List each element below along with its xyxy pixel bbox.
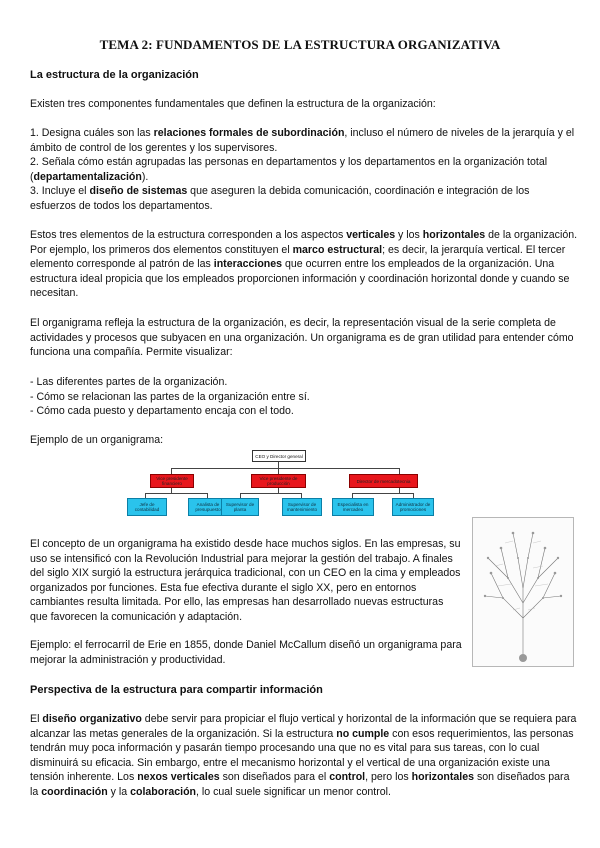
section-heading-information: Perspectiva de la estructura para compartir información <box>30 684 323 696</box>
bullet-item: - Cómo cada puesto y departamento encaja con el todo. <box>30 405 294 418</box>
org-node-plant-supervisor: Supervisor de planta <box>221 498 259 516</box>
org-line <box>240 493 302 494</box>
example-label: Ejemplo de un organigrama: <box>30 434 164 446</box>
section-heading-structure: La estructura de la organización <box>30 69 199 81</box>
bullet-item: - Las diferentes partes de la organización. <box>30 376 228 388</box>
org-node-marketing-specialist: Especialista en mercadeo <box>332 498 374 516</box>
visualize-list <box>30 375 578 419</box>
components-list <box>30 126 578 214</box>
org-node-production-vp: Vice presidente de producción <box>251 474 306 488</box>
org-line <box>352 493 414 494</box>
org-chart <box>122 448 435 522</box>
page-title: TEMA 2: FUNDAMENTOS DE LA ESTRUCTURA ORGANIZATIVA <box>99 37 501 52</box>
org-node-maintenance-supervisor: Supervisor de mantenimiento <box>282 498 322 516</box>
org-node-finance-vp: Vice presidente financiero <box>150 474 194 488</box>
erie-example-paragraph: Ejemplo: el ferrocarril de Erie en 1855, donde Daniel McCallum diseñó un organigrama para mejorar la administración y productividad. <box>30 639 462 666</box>
historic-organigram-image <box>472 517 574 667</box>
org-line <box>171 468 400 469</box>
history-paragraph: El concepto de un organigrama ha existido desde hace muchos siglos. En las empresas, su uso se intensificó con la Revolución Industrial para mejorar la gestión del trabajo. A finales del siglo XIX surgió la estructura jerárquica tradicional, con un CEO en la cima y empleados organizados por funciones. Esta fue efectiva durante el siglo XX, pero en entornos cambiantes resulta limitada. Por ello, las empresas han desarrollado nuevas estructuras que favorecen la comunicación y adaptación. <box>30 538 461 623</box>
elements-paragraph: Estos tres elementos de la estructura corresponden a los aspectos verticales y los horizontales de la organización. Por ejemplo, los primeros dos elementos constituyen el marco estructural; es decir, la jerarquía vertical. El tercer elemento corresponde al patrón de las interacciones que ocurren entre los empleados de la organización. Una estructura ideal propicia que los empleados proporcionen información y coordinación horizontal donde y cuando se necesitan. <box>30 229 578 300</box>
organigram-paragraph: El organigrama refleja la estructura de la organización, es decir, la representación visual de la serie completa de actividades y procesos que subyacen en una organización. Un organigrama es de gran utilidad para entender cómo funciona una compañía. Permite visualizar: <box>30 317 574 359</box>
org-node-accounting-head: Jefe de contabilidad <box>127 498 167 516</box>
org-node-budget-analyst: Analista de presupuesto <box>188 498 228 516</box>
intro-paragraph: Existen tres componentes fundamentales que definen la estructura de la organización: <box>30 98 436 110</box>
org-line <box>145 493 208 494</box>
information-paragraph: El diseño organizativo debe servir para propiciar el flujo vertical y horizontal de la información que se requiera para alcanzar las metas generales de la organización. Si la estructura no cumple con esos requerimientos, las personas tendrán muy poca información y pasarán tiempo procesando una que no es vital para sus tareas, con lo cual disminuirá su eficacia. Sin embargo, entre el mecanismo horizontal y el vertical de una organización existe una tensión inherente. Los nexos verticales son diseñados para el control, pero los horizontales son diseñados para la coordinación y la colaboración, lo cual suele significar un menor control. <box>30 713 577 798</box>
component-item-1: 1. Designa cuáles son las relaciones formales de subordinación, incluso el número de niveles de la jerarquía y el ámbito de control de los gerentes y los supervisores. <box>30 127 575 154</box>
tree-drawing <box>473 518 573 666</box>
component-item-2: 2. Señala cómo están agrupadas las personas en departamentos y los departamentos en la organización total (departamentalización). <box>30 156 548 183</box>
bullet-item: - Cómo se relacionan las partes de la organización entre sí. <box>30 390 310 403</box>
org-node-ceo: CEO y Director general <box>252 450 306 462</box>
org-node-marketing-director: Director de mercadotecnia <box>349 474 418 488</box>
component-item-3: 3. Incluye el diseño de sistemas que aseguren la debida comunicación, coordinación e integración de los esfuerzos de todos los departamentos. <box>30 185 530 212</box>
org-node-promotions-admin: Administrador de promociones <box>392 498 434 516</box>
